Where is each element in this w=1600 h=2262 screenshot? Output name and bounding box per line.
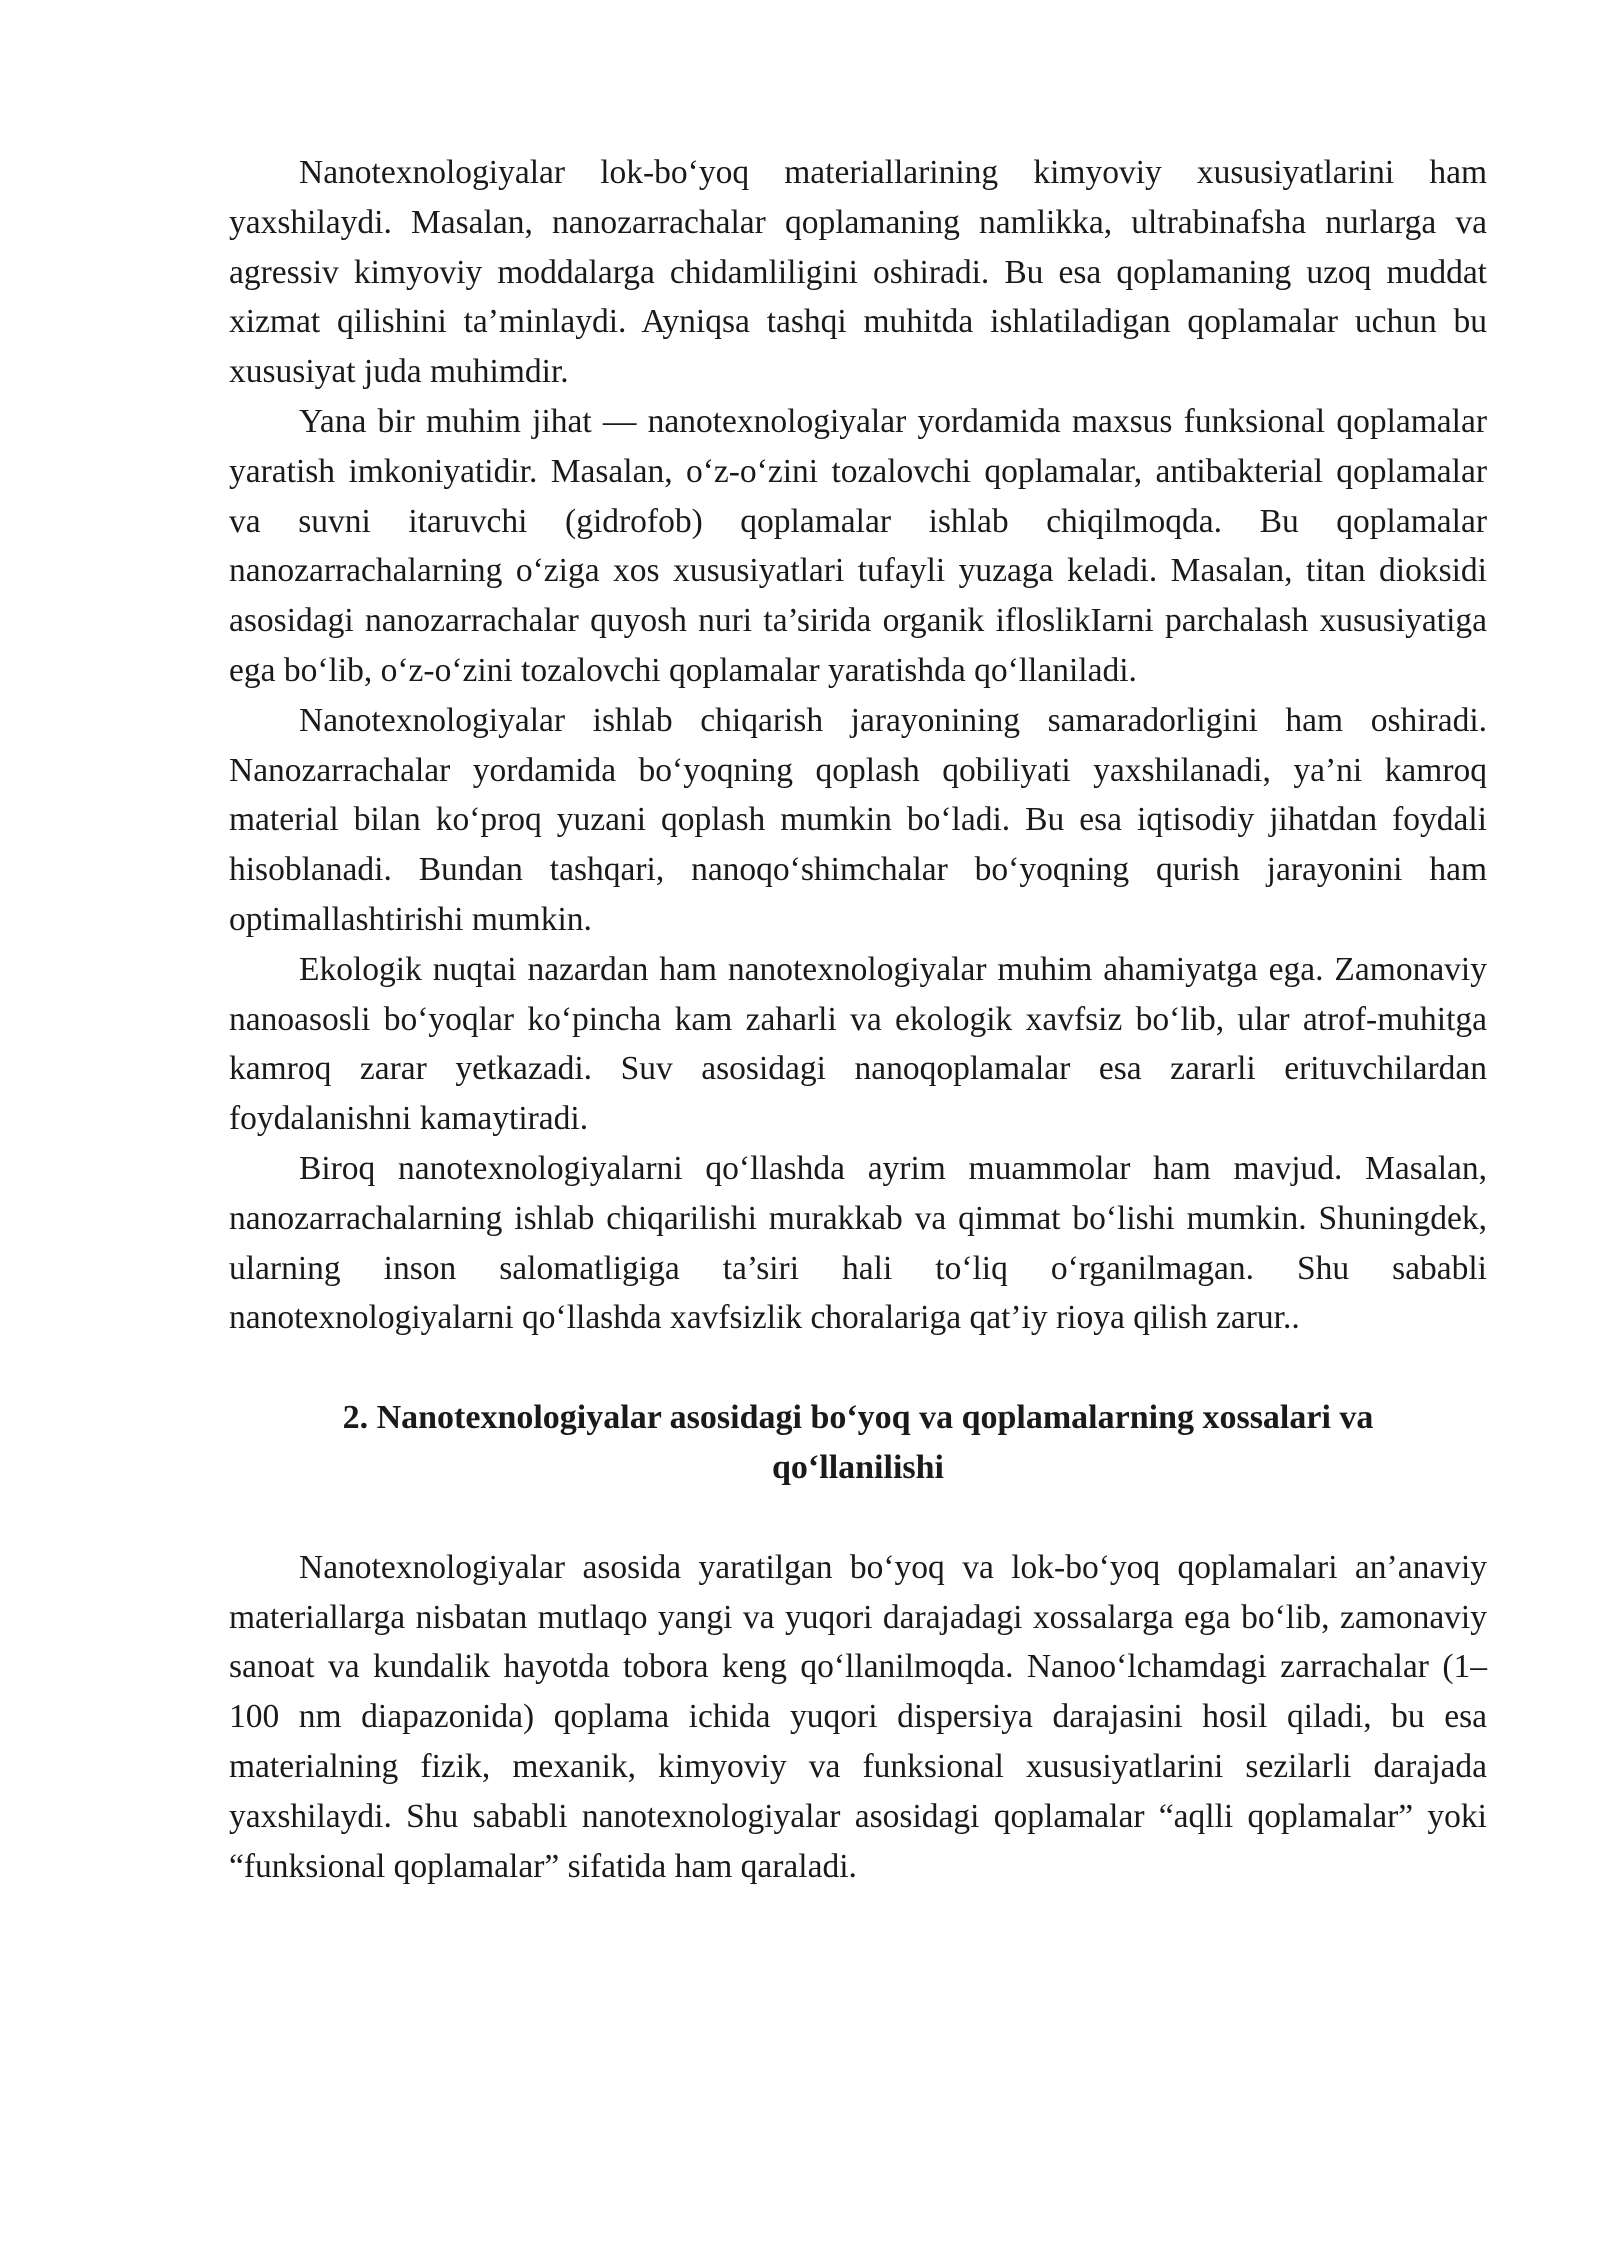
- paragraph-ecology: Ekologik nuqtai nazardan ham nanotexnologiyalar muhim ahamiyatga ega. Zamonaviy nanoasosli bo‘yoqlar ko‘pincha kam zaharli va ekologik xavfsiz bo‘lib, ular atrof-muhitga kamroq zarar yetkazadi. Suv asosidagi nanoqoplamalar esa zararli erituvchilardan foydalanishni kamaytiradi.: [229, 950, 1487, 1138]
- paragraph-production-efficiency: Nanotexnologiyalar ishlab chiqarish jarayonining samaradorligini ham oshiradi. Nanozarrachalar yordamida bo‘yoqning qoplash qobiliyati yaxshilanadi, ya’ni kamroq material bilan ko‘proq yuzani qoplash mumkin bo‘ladi. Bu esa iqtisodiy jihatdan foydali hisoblanadi. Bundan tashqari, nanoqo‘shimchalar bo‘yoqning qurish jarayonini ham optimallashtirishi mumkin.: [229, 701, 1487, 938]
- paragraph-section-intro: Nanotexnologiyalar asosida yaratilgan bo‘yoq va lok-bo‘yoq qoplamalari an’anaviy materiallarga nisbatan mutlaqo yangi va yuqori darajadagi xossalarga ega bo‘lib, zamonaviy sanoat va kundalik hayotda tobora keng qo‘llanilmoqda. Nanoo‘lchamdagi zarrachalar (1–100 nm diapazonida) qoplama ichida yuqori dispersiya darajasini hosil qiladi, bu esa materialning fizik, mexanik, kimyoviy va funksional xususiyatlarini sezilarli darajada yaxshilaydi. Shu sababli nanotexnologiyalar asosidagi qoplamalar “aqlli qoplamalar” yoki “funksional qoplamalar” sifatida ham qaraladi.: [229, 1548, 1487, 1885]
- paragraph-functional-coatings: Yana bir muhim jihat — nanotexnologiyalar yordamida maxsus funksional qoplamalar yaratish imkoniyatidir. Masalan, o‘z-o‘zini tozalovchi qoplamalar, antibakterial qoplamalar va suvni itaruvchi (gidrofob) qoplamalar ishlab chiqilmoqda. Bu qoplamalar nanozarrachalarning o‘ziga xos xususiyatlari tufayli yuzaga keladi. Masalan, titan dioksidi asosidagi nanozarrachalar quyosh nuri ta’sirida organik ifloslikIarni parchalash xususiyatiga ega bo‘lib, o‘z-o‘zini tozalovchi qoplamalar yaratishda qo‘llaniladi.: [229, 402, 1487, 689]
- section-heading: 2. Nanotexnologiyalar asosidagi bo‘yoq va qoplamalarning xossalari va qo‘llanilishi: [342, 1399, 1374, 1486]
- page-content: [229, 148, 1487, 1891]
- paragraph-problems: Biroq nanotexnologiyalarni qo‘llashda ayrim muammolar ham mavjud. Masalan, nanozarrachalarning ishlab chiqarilishi murakkab va qimmat bo‘lishi mumkin. Shuningdek, ularning inson salomatligiga ta’siri hali to‘liq o‘rganilmagan. Shu sababli nanotexnologiyalarni qo‘llashda xavfsizlik choralariga qat’iy rioya qilish zarur..: [229, 1149, 1487, 1337]
- paragraph-chemical-properties: Nanotexnologiyalar lok-bo‘yoq materiallarining kimyoviy xususiyatlarini ham yaxshilaydi. Masalan, nanozarrachalar qoplamaning namlikka, ultrabinafsha nurlarga va agressiv kimyoviy moddalarga chidamliligini oshiradi. Bu esa qoplamaning uzoq muddat xizmat qilishini ta’minlaydi. Ayniqsa tashqi muhitda ishlatiladigan qoplamalar uchun bu xususiyat juda muhimdir.: [229, 154, 1487, 391]
